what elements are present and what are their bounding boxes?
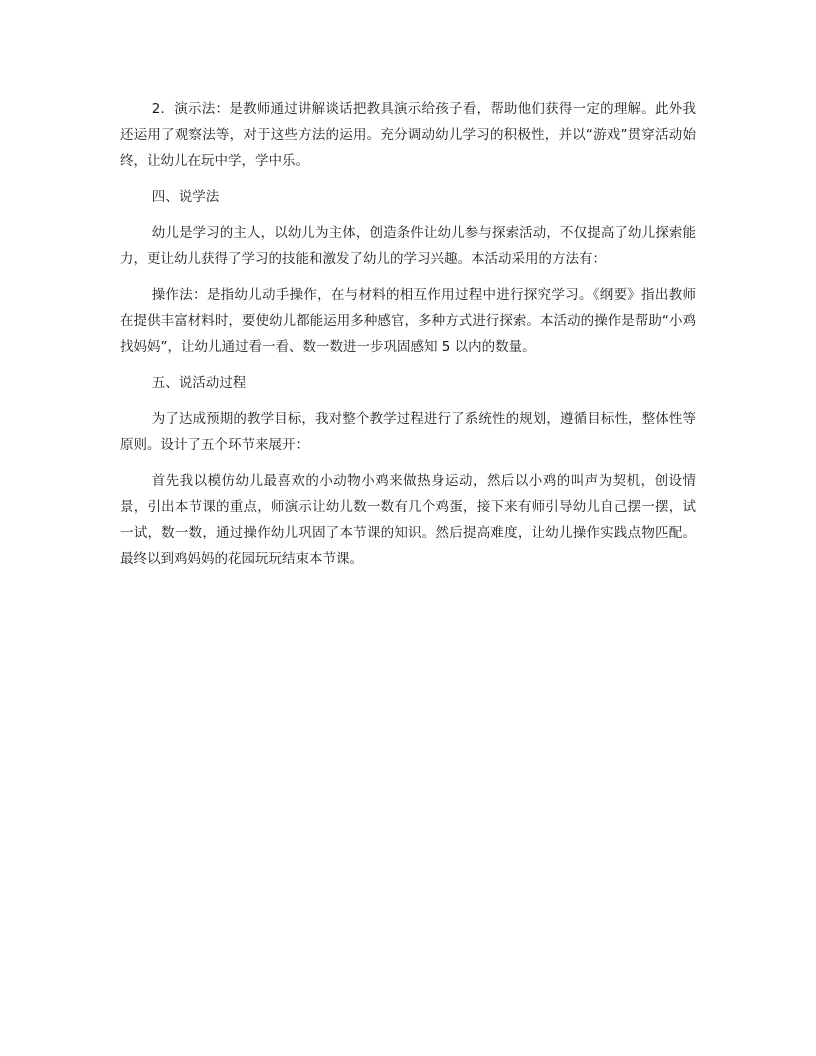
section-heading-learning-method: 四、说学法 [151,189,220,205]
section-heading-activity-process: 五、说活动过程 [151,375,247,391]
paragraph-activity-steps: 首先我以模仿幼儿最喜欢的小动物小鸡来做热身运动，然后以小鸡的叫声为契机，创设情景，引出本节课的重点，师演示让幼儿数一数有几个鸡蛋，接下来有师引导幼儿自己摆一摆，试一试，数一数，通过操作幼儿巩固了本节课的知识。然后提高难度，让幼儿操作实践点物匹配。最终以到鸡妈妈的花园玩玩结束本节课。 [120,473,696,567]
paragraph-activity-goal: 为了达成预期的教学目标，我对整个教学过程进行了系统性的规划，遵循目标性，整体性等原则。设计了五个环节来展开： [120,411,696,453]
paragraph-learning-method-intro: 幼儿是学习的主人，以幼儿为主体，创造条件让幼儿参与探索活动，不仅提高了幼儿探索能力，更让幼儿获得了学习的技能和激发了幼儿的学习兴趣。本活动采用的方法有： [120,225,696,267]
paragraph-operation-method: 操作法：是指幼儿动手操作，在与材料的相互作用过程中进行探究学习。《纲要》指出教师在提供丰富材料时，要使幼儿都能运用多种感官，多种方式进行探索。本活动的操作是帮助“小鸡找妈妈”，让幼儿通过看一看、数一数进一步巩固感知 5 以内的数量。 [120,287,696,355]
paragraph-demonstration-method: 2．演示法：是教师通过讲解谈话把教具演示给孩子看，帮助他们获得一定的理解。此外我还运用了观察法等，对于这些方法的运用。充分调动幼儿学习的积极性，并以“游戏”贯穿活动始终，让幼儿在玩中学，学中乐。 [120,101,696,169]
document-body [120,96,696,582]
